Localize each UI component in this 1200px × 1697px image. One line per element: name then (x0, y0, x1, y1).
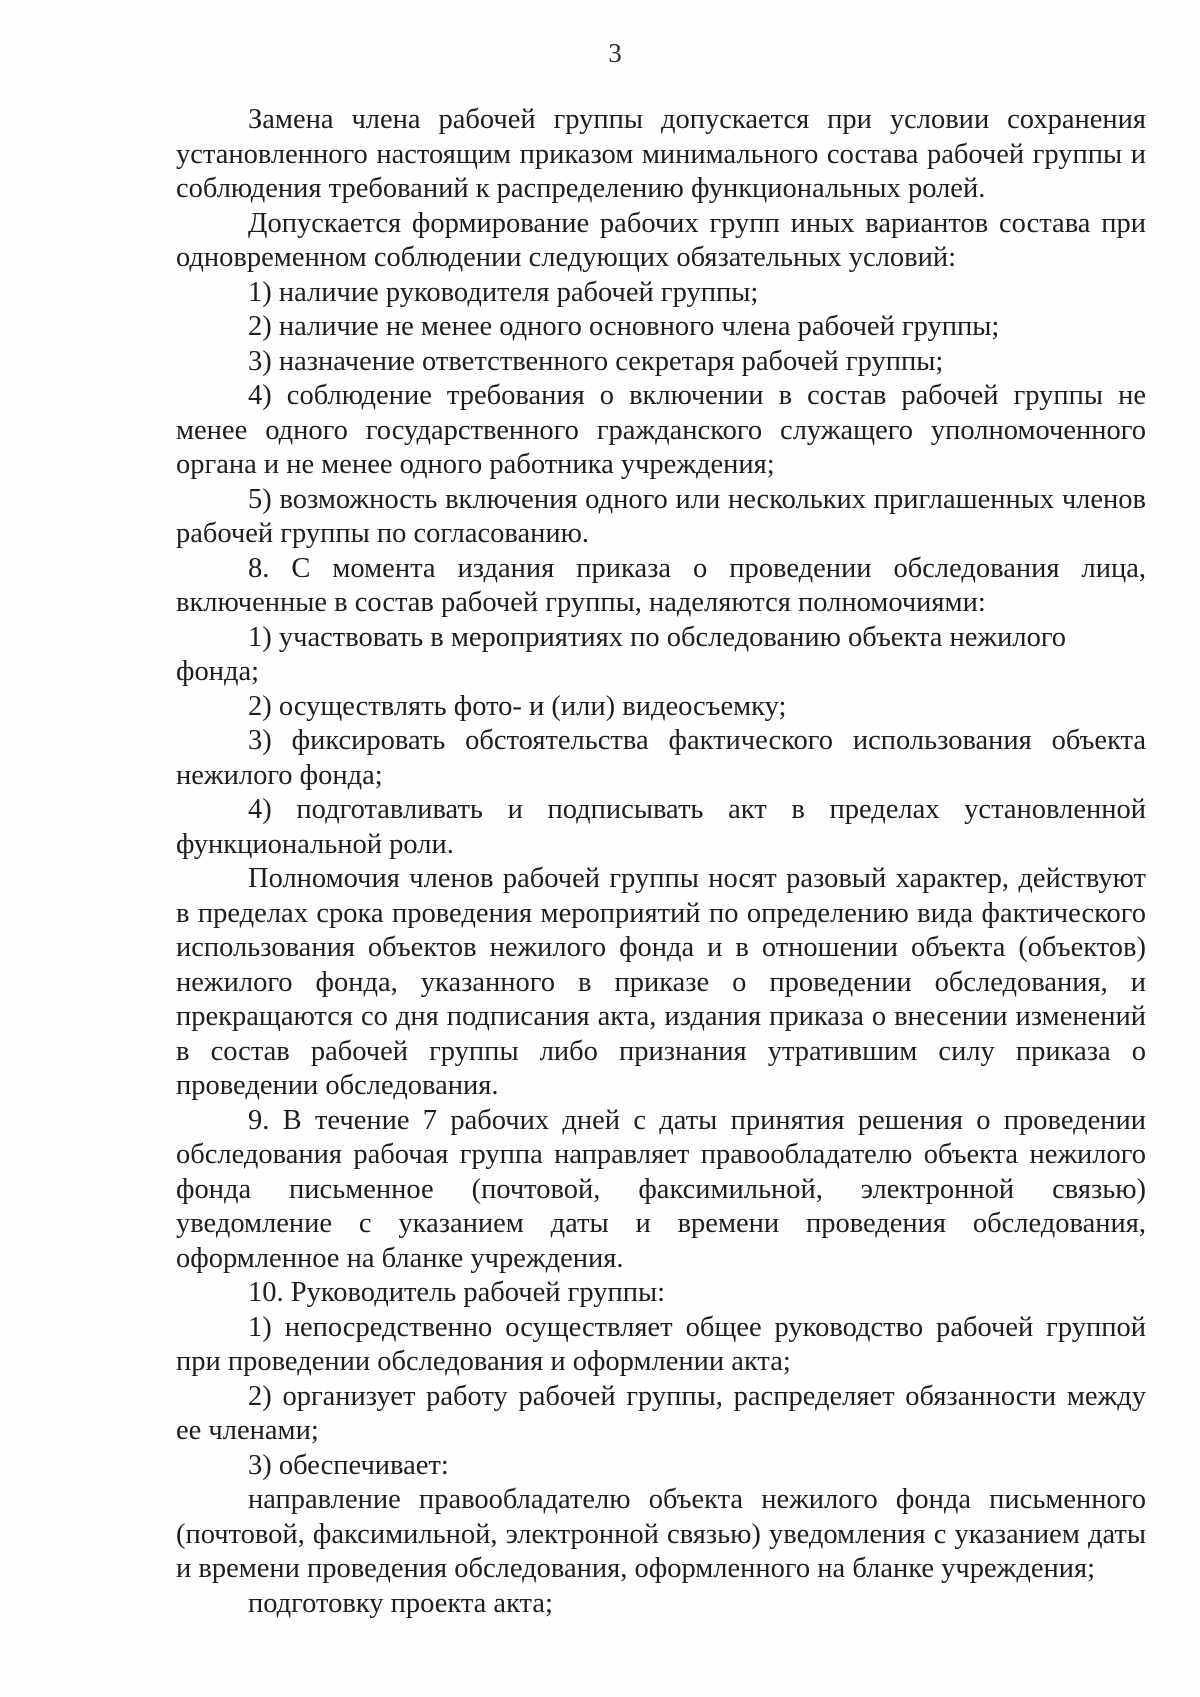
list-item: 3) фиксировать обстоятельства фактического использования объекта нежилого фонда; (176, 725, 1146, 791)
clause-9: 9. В течение 7 рабочих дней с даты принятия решения о проведении обследования рабочая группа направляет правообладателю объекта нежилого фонда письменное (почтовой, факсимильной, электронной связью) уведомление с указанием даты и времени проведения обследования, оформленное на бланке учреждения. (176, 1104, 1146, 1274)
list-item: 1) участвовать в мероприятиях по обследованию объекта нежилого фонда; (176, 621, 1067, 687)
list-item: 3) назначение ответственного секретаря рабочей группы; (248, 345, 944, 377)
paragraph: Полномочия членов рабочей группы носят разовый характер, действуют в пределах срока проведения мероприятий по определению вида фактического использования объектов нежилого фонда и в отношении объекта (объектов) нежилого фонда, указанного в приказе о проведении обследования, и прекращаются со дня подписания акта, издания приказа о внесении изменений в состав рабочей группы либо признания утратившим силу приказа о проведении обследования. (176, 863, 1146, 1101)
list-item: 2) осуществлять фото- и (или) видеосъемку; (248, 690, 787, 722)
document-body (176, 103, 1146, 1621)
list-item: 4) соблюдение требования о включении в состав рабочей группы не менее одного государственного гражданского служащего уполномоченного органа и не менее одного работника учреждения; (176, 380, 1146, 480)
list-item: 2) наличие не менее одного основного члена рабочей группы; (248, 311, 1000, 342)
paragraph: Допускается формирование рабочих групп иных вариантов состава при одновременном соблюдении следующих обязательных условий: (176, 207, 1146, 273)
list-item: 5) возможность включения одного или нескольких приглашенных членов рабочей группы по согласованию. (176, 483, 1146, 549)
list-item: 1) наличие руководителя рабочей группы; (248, 276, 759, 308)
list-item: 4) подготавливать и подписывать акт в пределах установленной функциональной роли. (176, 794, 1146, 860)
list-item: 2) организует работу рабочей группы, распределяет обязанности между ее членами; (176, 1380, 1146, 1446)
page-number: 3 (608, 38, 622, 68)
paragraph: Замена члена рабочей группы допускается при условии сохранения установленного настоящим приказом минимального состава рабочей группы и соблюдения требований к распределению функциональных ролей. (176, 104, 1146, 204)
clause-10: 10. Руководитель рабочей группы: (248, 1277, 666, 1308)
clause-8: 8. С момента издания приказа о проведении обследования лица, включенные в состав рабочей группы, наделяются полномочиями: (176, 552, 1146, 618)
list-item: 3) обеспечивает: (248, 1449, 449, 1481)
paragraph: направление правообладателю объекта нежилого фонда письменного (почтовой, факсимильной, электронной связью) уведомления с указанием даты и времени проведения обследования, оформленного на бланке учреждения; (176, 1484, 1146, 1584)
list-item: 1) непосредственно осуществляет общее руководство рабочей группой при проведении обследования и оформлении акта; (176, 1311, 1146, 1377)
paragraph: подготовку проекта акта; (248, 1587, 553, 1619)
